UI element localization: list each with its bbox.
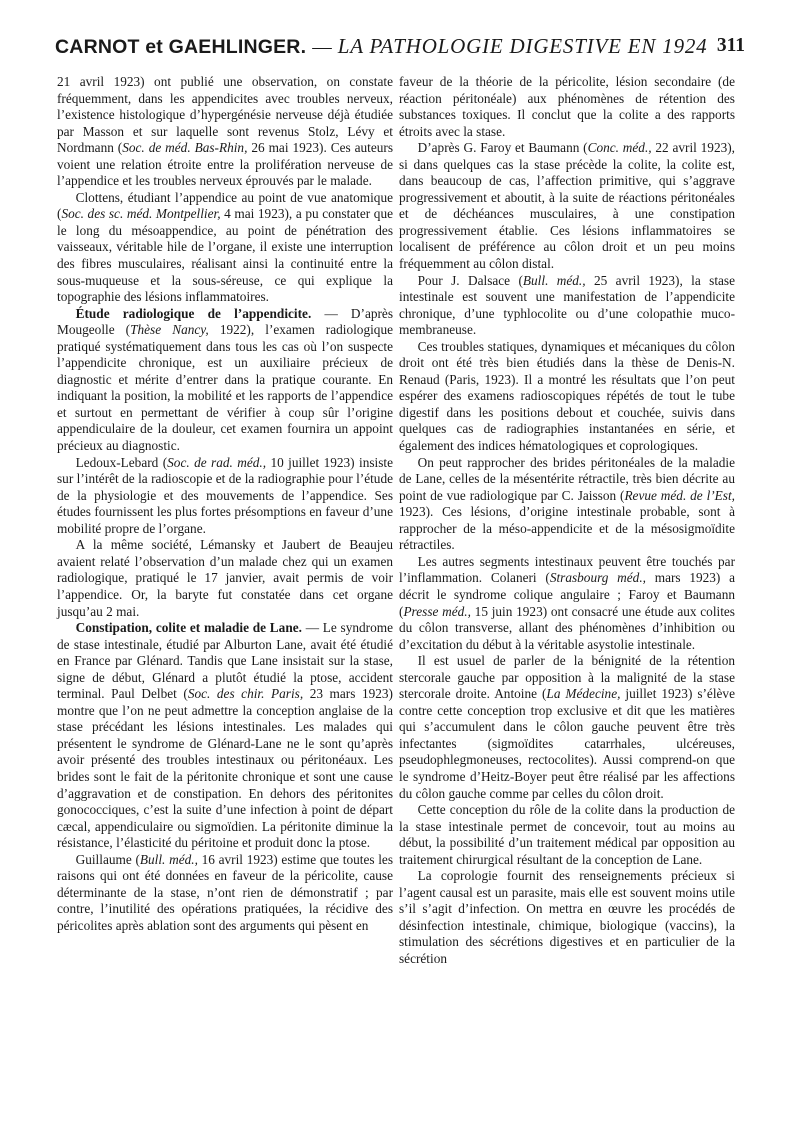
running-header	[55, 31, 745, 61]
paragraph: D’après G. Faroy et Baumann (Conc. méd., 22 avril 1923), si dans quelques cas la stase précède la colite, la colite est, dans beaucoup de cas, l’affection primitive, qui s’aggrave progressivement et aboutit, à la suite de réactions péritonéales et de déchéances musculaires, à une constipation progressivement établie. Ces lésions inflammatoires se localisent de préférence au côlon droit et un peu moins fréquemment au côlon distal.	[399, 140, 736, 272]
header-separator: —	[312, 37, 332, 58]
paragraph: A la même société, Lémansky et Jaubert de Beaujeu avaient relaté l’observation d’un malade chez qui un examen radiologique, pratiqué le 17 janvier, avait permis de voir l’appendice. Or, la baryte fut constatée dans cet organe jusqu’au 2 mai.	[57, 537, 393, 619]
paragraph: Les autres segments intestinaux peuvent être touchés par l’inflammation. Colaneri (Strasbourg méd., mars 1923) a décrit le syndrome colique angulaire ; Faroy et Baumann (Presse méd., 15 juin 1923) ont consacré une étude aux colites du côlon transverse, allant des phénomènes d’inhibition ou d’excitation du début à la véritable asystolie intestinale.	[399, 553, 736, 652]
paragraph: Guillaume (Bull. méd., 16 avril 1923) estime que toutes les raisons qui ont été données en faveur de la péricolite, cause déterminante de la stase, n’ont rien de démonstratif ; par contre, l’inutilité des opérations pratiquées, la récidive des péricolites après ablation sont des arguments qui pèsent en	[57, 851, 393, 933]
paragraph: Ledoux-Lebard (Soc. de rad. méd., 10 juillet 1923) insiste sur l’intérêt de la radioscopie et de la radiographie pour l’étude de la physiologie et des mouvements de l’appendice. Ses études fournissent les plus fortes présomptions en faveur d’une mobilité propre de l’organe.	[57, 454, 393, 536]
paragraph: La coprologie fournit des renseignements précieux si l’agent causal est un parasite, mais elle est souvent moins utile s’il s’agit d’infection. On mettra en œuvre les procédés de désinfection intestinale, chimique, biologique (vaccins), la stimulation des sécrétions digestives et en particulier de la sécrétion	[399, 868, 735, 966]
paragraph: Il est usuel de parler de la bénignité de la rétention stercorale gauche par opposition à la malignité de la stase stercorale droite. Antoine (La Médecine, juillet 1923) s’élève contre cette conception trop exclusive et dit que les matières qui s’accumulent dans le côlon gauche peuvent être très infectantes (sigmoïdites catarrhales, ulcéreuses, pseudophlegmoneuses, rectocolites). Aussi comprend-on que le syndrome d’Heitz-Boyer peut être réalisé par les affections du côlon gauche comme par celles du côlon droit.	[399, 653, 735, 801]
paragraph: On peut rapprocher des brides péritonéales de la maladie de Lane, celles de la mésentérite rétractile, très bien décrite au point de vue radiologique par C. Jaisson (Revue méd. de l’Est, 1923). Ces lésions, d’origine intestinale probable, sont à rapprocher de la méso-appendicite et de la mésosigmoïdite rétractiles.	[399, 454, 736, 553]
paragraph: 21 avril 1923) ont publié une observation, on constate fréquemment, dans les appendicites avec troubles nerveux, l’existence histologique d’hypergénésie nerveuse déjà étudiée par Masson et sur laquelle sont revenus Stolz, Lévy et Nordmann (Soc. de méd. Bas-Rhin, 26 mai 1923). Ces auteurs voient une relation étroite entre la prolifération nerveuse de l’appendice et les troubles nerveux éprouvés par le malade.	[57, 74, 393, 189]
section-heading: Constipation, colite et maladie de Lane.	[75, 620, 302, 636]
page-number: 311	[716, 35, 745, 56]
paragraph: faveur de la théorie de la péricolite, lésion secondaire (de réaction péritonéale) aux phénomènes de rétention des substances toxiques. Il conclut que la colite a des rapports étroits avec la stase.	[399, 74, 735, 139]
paragraph: Pour J. Dalsace (Bull. méd., 25 avril 1923), la stase intestinale est souvent une manifestation de l’appendicite chronique, d’une typhlocolite ou d’une colopathie muco-membraneuse.	[399, 272, 735, 338]
section-heading: Étude radiologique de l’appendicite.	[75, 305, 312, 321]
header-title: LA PATHOLOGIE DIGESTIVE EN 1924	[337, 34, 708, 58]
right-column	[399, 74, 735, 968]
section-constipation: Constipation, colite et maladie de Lane. — Le syndrome de stase intestinale, étudié par Alburton Lane, avait été étudié en France par Glénard. Tandis que Lane insistait sur la stase, signe de début, Glénard a plutôt étudié la ptose, accident terminal. Paul Delbet (Soc. des chir. Paris, 23 mars 1923) montre que l’on ne peut admettre la conception anglaise de la stase précédant les lésions intestinales. Les malades qui présentent le syndrome de Glénard-Lane ne le sont qu’après avoir présenté des troubles intestinaux ou péritonéaux. Les brides sont le fait de la péritonite chronique et sont une cause d’aggravation et de constipation. En dehors des péritonites gonococciques, c’est la suite d’une infection à point de départ cæcal, appendiculaire ou sigmoïdien. La péritonite diminue la résistance, l’élasticité du péritoine et produit donc la ptose.	[57, 620, 393, 851]
paragraph: Ces troubles statiques, dynamiques et mécaniques du côlon droit ont été très bien étudiés dans la thèse de Denis-N. Renaud (Paris, 1923). Il a montré les résultats que l’on peut espérer des examens radioscopiques répétés de tout le tube digestif dans les positions debout et couchée, suivis dans quelques cas de radiographies instantanées en série, et également des indices hématologiques et coprologiques.	[399, 338, 735, 454]
section-radiologie: Étude radiologique de l’appendicite. — D’après Mougeolle (Thèse Nancy, 1922), l’examen radiologique pratiqué systématiquement dans tous les cas où l’on suspecte l’appendicite chronique, est un auxiliaire précieux de diagnostic et mérite d’entrer dans la pratique courante. En indiquant la position, la mobilité et les rapports de l’appendice et surtout en permettant de vérifier à coup sûr l’origine appendiculaire de la douleur, cet examen fournira un appoint précieux au diagnostic.	[57, 305, 394, 454]
left-column	[57, 74, 393, 934]
paragraph: Cette conception du rôle de la colite dans la production de la stase intestinale permet de concevoir, tout au moins au début, la possibilité d’un traitement médical par opposition au traitement chirurgical résultant de la conception de Lane.	[399, 802, 735, 867]
paragraph: Clottens, étudiant l’appendice au point de vue anatomique (Soc. des sc. méd. Montpellier, 4 mai 1923), a pu constater que le long du mésoappendice, au point de pénétration des vaisseaux, véritable hile de l’organe, il existe une interruption des fibres musculaires, réalisant ainsi la continuité entre la sous-muqueuse et la sous-séreuse, ce qui explique la topographie des lésions inflammatoires.	[57, 189, 393, 305]
header-authors: CARNOT et GAEHLINGER.	[55, 36, 307, 58]
